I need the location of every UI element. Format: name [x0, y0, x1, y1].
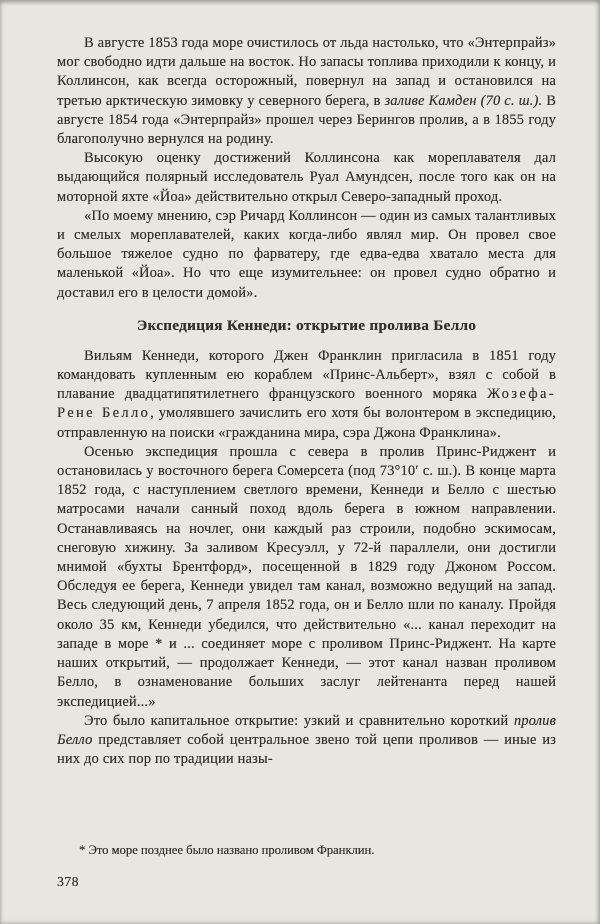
paragraph-group-main	[57, 347, 556, 769]
text-run: «По моему мнению, сэр Ричард Коллинсон — один из самых талантливых и смелых мореплавателей, каких когда-либо являл мир. Он провел свое большое тяжелое судно по фарватеру, где едва-едва хватало места для маленькой «Йоа». Но что еще изумительнее: он провел судно обратно и доставил его в целости домой».	[57, 207, 556, 301]
section-heading: Экспедиция Кеннеди: открытие пролива Белло	[136, 316, 477, 334]
paragraph	[57, 443, 556, 712]
paragraph-group-top	[57, 34, 556, 303]
italic-text-run: пролив Белло	[57, 712, 556, 748]
italic-text-run: заливе Камден (70 с. ш.).	[384, 92, 543, 109]
footnote: * Это море позднее было названо проливом Франклин.	[79, 843, 375, 857]
text-run: Это было капитальное открытие: узкий и сравнительно короткий	[84, 712, 514, 729]
text-run: В августе 1854 года «Энтерпрайз» прошел через Берингов пролив, а в 1855 году благополучно вернулся на родину.	[57, 92, 556, 148]
paragraph	[57, 34, 556, 149]
paragraph	[57, 207, 556, 303]
body-text	[57, 34, 556, 844]
paragraph	[57, 347, 556, 443]
text-run: Вильям Кеннеди, которого Джен Франклин пригласила в 1851 году командовать купленным ею кораблем «Принс-Альберт», взял с собой в плавание двадцатипятилетнего французского военного моряка	[57, 347, 556, 403]
page-number: 378	[57, 874, 79, 889]
text-run: , умолявшего зачислить его хотя бы волонтером в экспедицию, отправленную на поиски «гражданина мира, сэра Джона Франклина».	[57, 405, 556, 441]
paragraph	[57, 712, 556, 770]
spaced-text-run: Жозефа-Рене Белло	[57, 386, 556, 422]
text-run: Высокую оценку достижений Коллинсона как мореплавателя дал выдающийся полярный исследователь Руал Амундсен, после того как он на моторной яхте «Йоа» действительно открыл Северо-западный проход.	[57, 150, 556, 205]
paragraph	[57, 149, 556, 207]
text-run: Осенью экспедиция прошла с севера в пролив Принс-Риджент и остановилась у восточного берега Сомерсета (под 73°10′ с. ш.). В конце марта 1852 года, с наступлением светлого времени, Кеннеди и Белло с шестью матросами начали санный поход вдоль берега в южном направлении. Останавливаясь на ночлег, они каждый раз строили, подобно эскимосам, снеговую хижину. За заливом Кресуэлл, у 72-й параллели, они достигли мнимой «бухты Брентфорд», посещенной в 1829 году Джоном Россом. Обследуя ее берега, Кеннеди увидел там канал, возможно ведущий на запад. Весь следующий день, 7 апреля 1852 года, он и Белло шли по каналу. Пройдя около 35 км, Кеннеди убедился, что действительно «... канал переходит на западе в море * и ... соединяет море с проливом Принс-Риджент. На карте наших открытий, — продолжает Кеннеди, — этот канал назван проливом Белло, в ознаменование больших заслуг лейтенанта перед нашей экспедицией...»	[57, 443, 556, 710]
text-run: представляет собой центральное звено той цепи проливов — иные из них до сих пор по традиции назы-	[57, 731, 556, 768]
text-run: В августе 1853 года море очистилось от льда настолько, что «Энтерпрайз» мог свободно идти дальше на восток. Но запасы топлива приходили к концу, и Коллинсон, как всегда осторожный, повернул на запад и остановился на третью арктическую зимовку у северного берега, в	[57, 35, 556, 109]
